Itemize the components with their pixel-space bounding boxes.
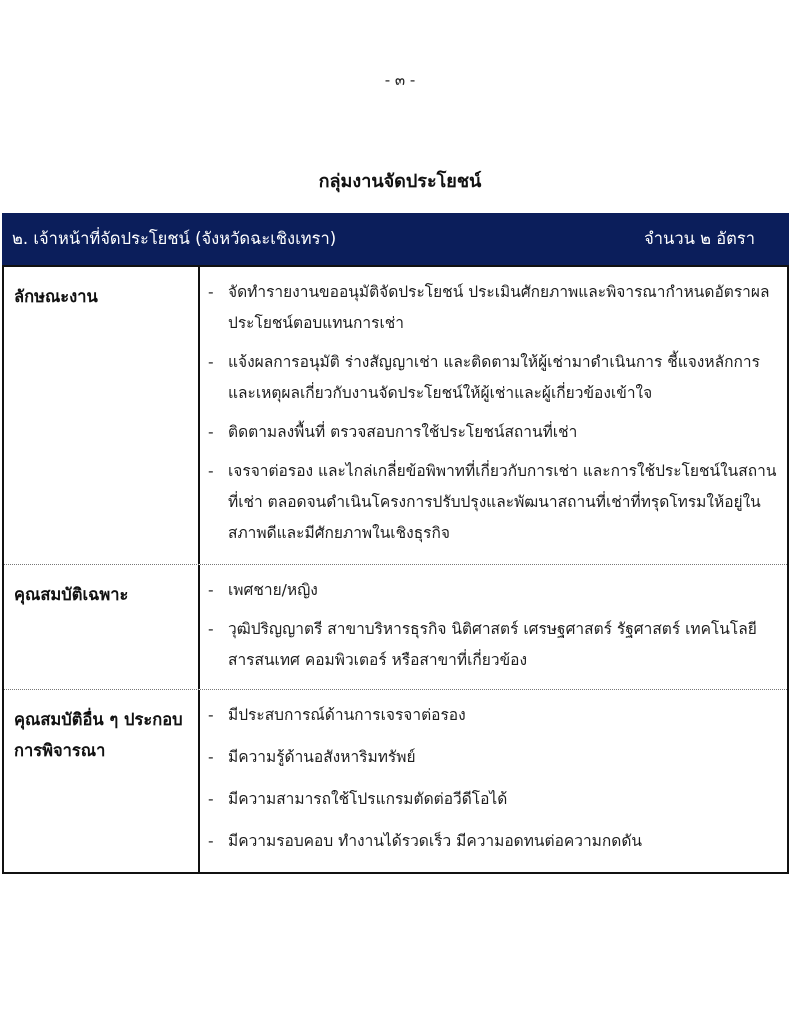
list-item-text: เจรจาต่อรอง และไกล่เกลี่ยข้อพิพาทที่เกี่ยวกับการเช่า และการใช้ประโยชน์ในสถานที่เช่า ตลอดจนดำเนินโครงการปรับปรุงและพัฒนาสถานที่เช่าที่ทรุดโทรมให้อยู่ในสภาพดีและมีศักยภาพในเชิงธุรกิจ	[228, 462, 777, 542]
bullet-dash-icon: -	[208, 462, 214, 480]
position-count: จำนวน ๒ อัตรา	[644, 229, 755, 248]
list-item	[208, 784, 777, 815]
bullet-dash-icon: -	[208, 748, 214, 766]
list-item	[208, 742, 777, 773]
list-item	[208, 277, 777, 339]
other-qualifications-row	[4, 689, 787, 872]
list-item-text: เพศชาย/หญิง	[228, 581, 318, 599]
bullet-dash-icon: -	[208, 353, 214, 371]
list-item	[208, 417, 777, 448]
list-item-text: มีประสบการณ์ด้านการเจรจาต่อรอง	[228, 706, 466, 724]
bullet-dash-icon: -	[208, 581, 214, 599]
page-number: - ๓ -	[384, 71, 416, 89]
list-item	[208, 826, 777, 857]
list-item	[208, 700, 777, 731]
list-item	[208, 575, 777, 606]
row-label: คุณสมบัติอื่น ๆ ประกอบการพิจารณา	[4, 690, 200, 872]
bullet-dash-icon: -	[208, 790, 214, 808]
job-description-row	[4, 267, 787, 564]
bullet-dash-icon: -	[208, 283, 214, 301]
list-item-text: มีความสามารถใช้โปรแกรมตัดต่อวีดีโอได้	[228, 790, 508, 808]
row-label: คุณสมบัติเฉพาะ	[4, 565, 200, 689]
list-item-text: แจ้งผลการอนุมัติ ร่างสัญญาเช่า และติดตามให้ผู้เช่ามาดำเนินการ ชี้แจงหลักการและเหตุผลเกี่ยวกับงานจัดประโยชน์ให้ผู้เช่าและผู้เกี่ยวข้องเข้าใจ	[228, 353, 760, 402]
bullet-dash-icon: -	[208, 832, 214, 850]
list-item-text: มีความรอบคอบ ทำงานได้รวดเร็ว มีความอดทนต่อความกดดัน	[228, 832, 643, 850]
bullet-dash-icon: -	[208, 620, 214, 638]
list-item	[208, 347, 777, 409]
bullet-dash-icon: -	[208, 706, 214, 724]
specific-qualifications-row	[4, 564, 787, 689]
position-title: ๒. เจ้าหน้าที่จัดประโยชน์ (จังหวัดฉะเชิงเทรา)	[12, 229, 337, 248]
row-label: ลักษณะงาน	[4, 267, 200, 564]
list-item-text: ติดตามลงพื้นที่ ตรวจสอบการใช้ประโยชน์สถานที่เช่า	[228, 423, 578, 441]
list-item-text: วุฒิปริญญาตรี สาขาบริหารธุรกิจ นิติศาสตร์ เศรษฐศาสตร์ รัฐศาสตร์ เทคโนโลยีสารสนเทศ คอมพิวเตอร์ หรือสาขาที่เกี่ยวข้อง	[228, 620, 757, 669]
section-title: กลุ่มงานจัดประโยชน์	[318, 171, 482, 192]
list-item-text: จัดทำรายงานขออนุมัติจัดประโยชน์ ประเมินศักยภาพและพิจารณากำหนดอัตราผลประโยชน์ตอบแทนการเช่า	[228, 283, 770, 332]
row-content	[200, 565, 787, 689]
position-header-bar	[2, 213, 789, 267]
job-position-table	[2, 213, 789, 874]
list-item	[208, 614, 777, 676]
list-item-text: มีความรู้ด้านอสังหาริมทรัพย์	[228, 748, 416, 766]
list-item	[208, 456, 777, 549]
row-content	[200, 267, 787, 564]
row-content	[200, 690, 787, 872]
bullet-dash-icon: -	[208, 423, 214, 441]
